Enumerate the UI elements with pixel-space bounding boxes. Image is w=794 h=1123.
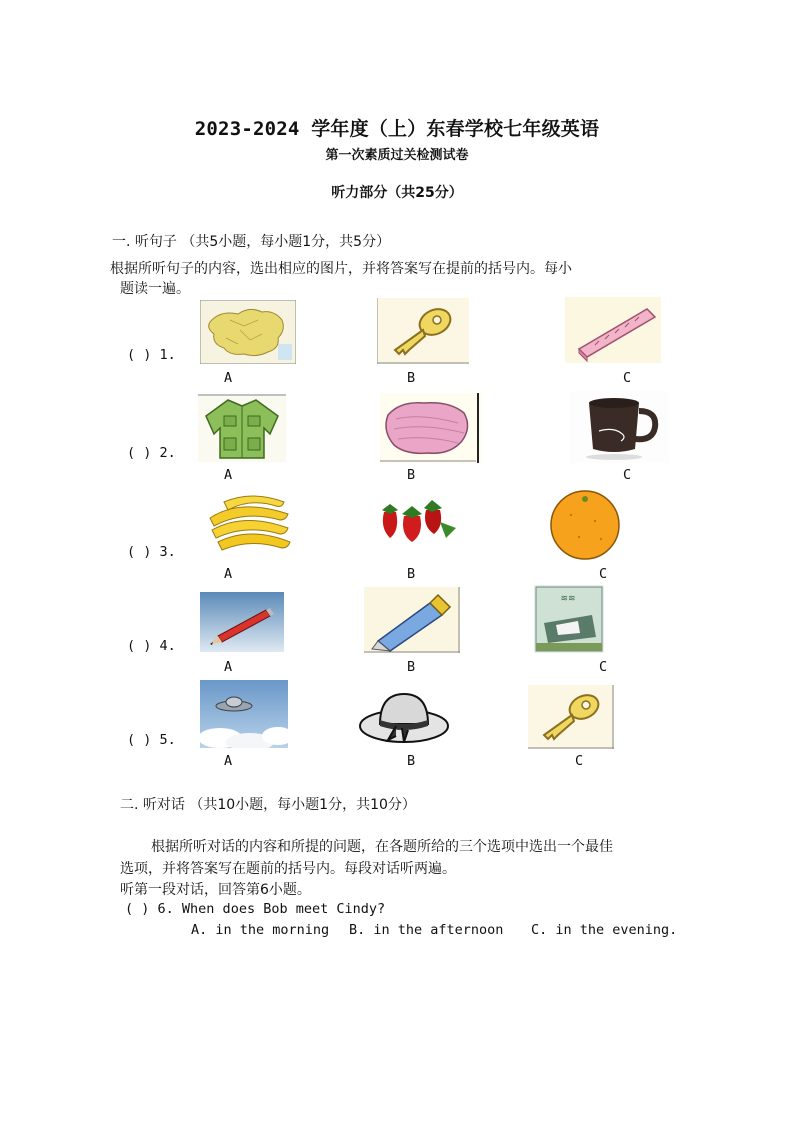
exam-title — [0, 114, 794, 141]
question-1-number[interactable]: ( ) 1. — [127, 347, 176, 363]
strawberries-picture — [366, 488, 464, 548]
question-4-number[interactable]: ( ) 4. — [127, 638, 176, 654]
part1-instruction-line1: 根据所听句子的内容，选出相应的图片，并将答案写在提前的括号内。每小 — [110, 261, 572, 277]
listening-part-heading: 听力部分（共25分） — [331, 185, 463, 201]
q3-option-a-label: A — [224, 566, 233, 582]
question-2-number[interactable]: ( ) 2. — [127, 445, 176, 461]
q5-option-c-label: C — [575, 753, 584, 769]
q5-option-b-label: B — [407, 753, 416, 769]
exam-subtitle: 第一次素质过关检测试卷 — [325, 148, 469, 163]
q2-option-b-label: B — [407, 467, 416, 483]
question-6-text: When does Bob meet Cindy? — [181, 901, 386, 917]
q4-option-c-label: C — [599, 659, 608, 675]
part1-heading: 一. 听句子 （共5小题，每小题1分，共5分） — [112, 234, 391, 250]
q3-option-c-label: C — [599, 566, 608, 582]
svg-text:≋≋: ≋≋ — [560, 594, 576, 604]
part2-instruction-line2: 选项，并将答案写在题前的括号内。每段对话听两遍。 — [120, 861, 456, 877]
book-picture — [534, 585, 604, 653]
key-picture — [377, 298, 469, 364]
q1-option-c-label: C — [623, 370, 632, 386]
cup-picture — [569, 391, 669, 463]
q4-option-a-label: A — [224, 659, 233, 675]
hat-picture — [358, 686, 450, 748]
question-5-number[interactable]: ( ) 5. — [127, 732, 176, 748]
question-6-line — [125, 901, 385, 917]
title-year: 2023-2024 — [194, 118, 300, 140]
q2-option-c-label: C — [623, 467, 632, 483]
pink-scarf-picture — [380, 393, 482, 463]
part1-instruction-line2: 题读一遍。 — [120, 281, 190, 297]
q3-option-b-label: B — [407, 566, 416, 582]
key-picture — [528, 685, 614, 749]
q6-option-b[interactable]: B. in the afternoon — [349, 922, 504, 938]
ufo-picture — [200, 680, 288, 748]
q1-option-b-label: B — [407, 370, 416, 386]
part2-instruction-line1: 根据所听对话的内容和所提的问题，在各题所给的三个选项中选出一个最佳 — [151, 839, 613, 855]
question-6-number[interactable]: ( ) 6. — [125, 901, 174, 917]
q6-option-c[interactable]: C. in the evening. — [531, 922, 678, 938]
dialog1-note: 听第一段对话，回答第6小题。 — [120, 882, 311, 898]
jacket-picture — [198, 394, 286, 462]
q2-option-a-label: A — [224, 467, 233, 483]
map-of-china-picture — [200, 300, 296, 364]
orange-picture — [535, 487, 633, 561]
part2-heading: 二. 听对话 （共10小题，每小题1分，共10分） — [120, 797, 416, 813]
pen-picture — [364, 587, 460, 653]
title-text: 学年度（上）东春学校七年级英语 — [311, 118, 600, 140]
ruler-picture — [565, 297, 661, 363]
q6-option-a[interactable]: A. in the morning — [191, 922, 330, 938]
q4-option-b-label: B — [407, 659, 416, 675]
pencil-picture — [200, 592, 284, 652]
q5-option-a-label: A — [224, 753, 233, 769]
q1-option-a-label: A — [224, 370, 233, 386]
question-3-number[interactable]: ( ) 3. — [127, 544, 176, 560]
bananas-picture — [200, 488, 296, 560]
